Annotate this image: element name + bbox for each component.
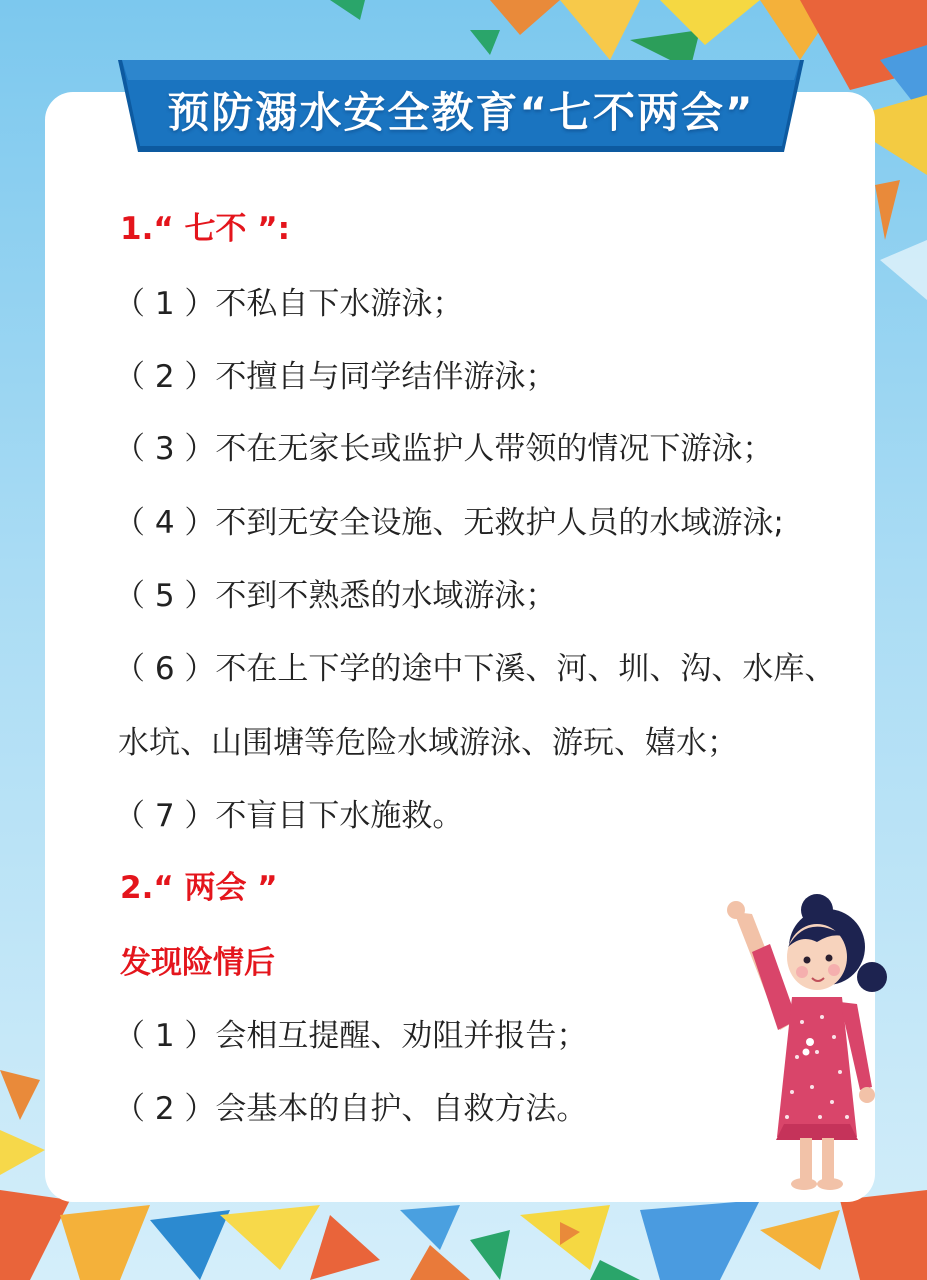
skill-item: （ 1 ）会相互提醒、劝阻并报告； <box>114 1018 588 1054</box>
section2-heading: 2.“ 两会 ” <box>120 870 278 906</box>
rule-item: （ 4 ）不到无安全设施、无救护人员的水域游泳; <box>114 505 784 541</box>
section2-subheading: 发现险情后 <box>120 945 275 981</box>
rule-item-continued: 水坑、山围塘等危险水域游泳、游玩、嬉水； <box>118 725 738 761</box>
section1-heading: 1.“ 七不 ”: <box>120 211 291 247</box>
rule-item: （ 6 ）不在上下学的途中下溪、河、圳、沟、水库、 <box>114 651 836 687</box>
rule-item: （ 5 ）不到不熟悉的水域游泳； <box>114 578 557 614</box>
girl-pointing-up-illustration <box>722 892 892 1197</box>
title-banner <box>118 60 804 160</box>
rule-item: （ 7 ）不盲目下水施救。 <box>114 798 464 834</box>
skill-item: （ 2 ）会基本的自护、自救方法。 <box>114 1091 588 1127</box>
rule-item: （ 2 ）不擅自与同学结伴游泳； <box>114 359 557 395</box>
rule-item: （ 3 ）不在无家长或监护人带领的情况下游泳； <box>114 431 774 467</box>
rule-item: （ 1 ）不私自下水游泳； <box>114 286 464 322</box>
page-title: 预防溺水安全教育“七不两会” <box>167 88 755 137</box>
